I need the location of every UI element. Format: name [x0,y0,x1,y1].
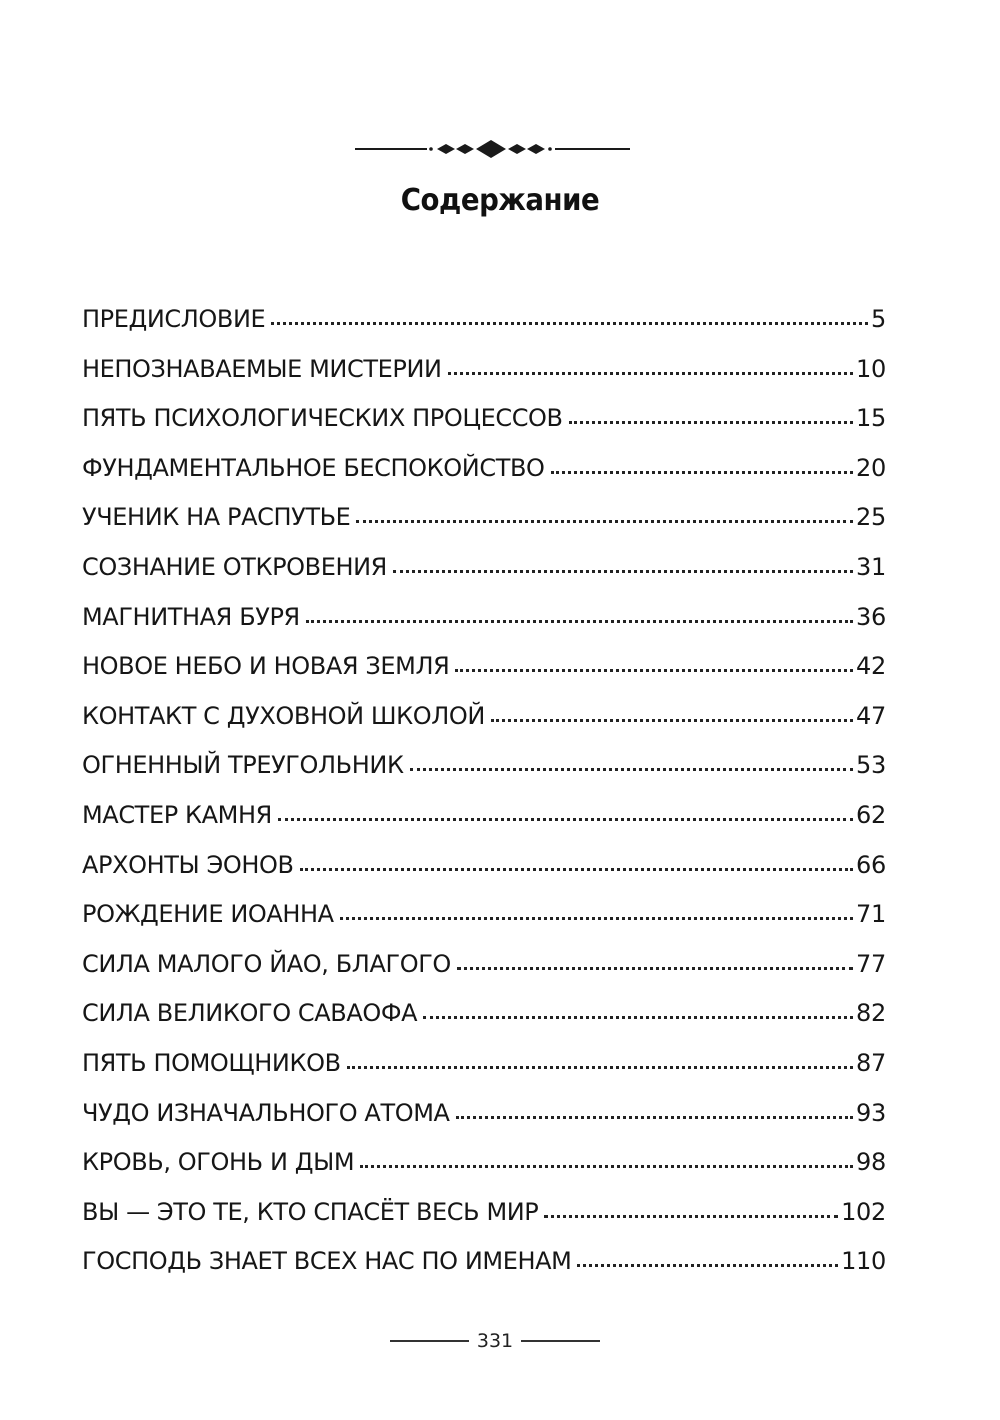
dot-leader [340,917,853,920]
toc-entry-page: 53 [856,751,886,780]
toc-entry-page: 82 [856,999,886,1028]
toc-entry[interactable] [82,1099,886,1149]
toc-entry-title: ПЯТЬ ПОМОЩНИКОВ [82,1048,341,1077]
toc-entry[interactable] [82,404,886,454]
toc-entry-page: 62 [856,800,886,829]
toc-entry-title: КОНТАКТ С ДУХОВНОЙ ШКОЛОЙ [82,701,485,730]
dot-leader [448,372,854,375]
toc-entry[interactable] [82,999,886,1049]
dot-leader [455,669,853,672]
dot-leader [393,570,853,573]
toc-entry-page: 25 [856,503,886,532]
toc-entry-title: РОЖДЕНИЕ ИОАННА [82,900,334,929]
toc-entry[interactable] [82,1247,886,1297]
toc-entry-page: 93 [856,1098,886,1127]
table-of-contents [82,305,886,1297]
toc-entry-title: НОВОЕ НЕБО И НОВАЯ ЗЕМЛЯ [82,652,450,681]
page-title: Содержание [400,183,600,218]
dot-leader [456,1116,854,1119]
toc-entry[interactable] [82,751,886,801]
title-ornament [355,138,630,160]
toc-entry[interactable] [82,305,886,355]
toc-entry-title: ВЫ — ЭТО ТЕ, КТО СПАСЁТ ВЕСЬ МИР [82,1197,539,1226]
toc-entry-title: СОЗНАНИЕ ОТКРОВЕНИЯ [82,552,387,581]
dot-leader [569,421,853,424]
dot-leader [278,818,853,821]
dot-leader [360,1165,853,1168]
toc-entry-page: 5 [871,305,886,333]
footer-rule-left [390,1340,469,1342]
toc-entry-title: ПЯТЬ ПСИХОЛОГИЧЕСКИХ ПРОЦЕССОВ [82,404,563,433]
dot-leader [457,967,853,970]
toc-entry[interactable] [82,1198,886,1248]
toc-entry[interactable] [82,652,886,702]
toc-entry-page: 31 [856,552,886,581]
page-footer [390,1328,600,1354]
toc-entry[interactable] [82,1049,886,1099]
toc-entry-title: ПРЕДИСЛОВИЕ [82,305,266,333]
toc-entry-page: 77 [856,949,886,978]
dot-leader [544,1215,838,1218]
toc-entry-page: 102 [841,1197,886,1226]
toc-entry-title: СИЛА МАЛОГО ЙАО, БЛАГОГО [82,949,451,978]
toc-entry-title: ОГНЕННЫЙ ТРЕУГОЛЬНИК [82,751,404,780]
dot-leader [300,868,853,871]
dot-leader [306,620,853,623]
toc-entry-page: 10 [856,354,886,383]
toc-entry[interactable] [82,503,886,553]
toc-entry[interactable] [82,553,886,603]
dot-leader [410,768,853,771]
toc-entry-title: СИЛА ВЕЛИКОГО САВАОФА [82,999,418,1028]
toc-entry-title: ГОСПОДЬ ЗНАЕТ ВСЕХ НАС ПО ИМЕНАМ [82,1247,572,1276]
toc-entry-page: 71 [856,900,886,929]
footer-rule-right [521,1340,600,1342]
toc-entry[interactable] [82,603,886,653]
toc-entry[interactable] [82,454,886,504]
dot-leader [356,520,853,523]
toc-entry[interactable] [82,702,886,752]
toc-entry-title: ФУНДАМЕНТАЛЬНОЕ БЕСПОКОЙСТВО [82,453,545,482]
toc-entry[interactable] [82,801,886,851]
toc-entry[interactable] [82,900,886,950]
toc-entry-page: 15 [856,404,886,433]
toc-entry-title: УЧЕНИК НА РАСПУТЬЕ [82,503,351,532]
toc-entry-title: КРОВЬ, ОГОНЬ И ДЫМ [82,1148,355,1177]
toc-entry[interactable] [82,1148,886,1198]
toc-entry-page: 36 [856,602,886,631]
toc-entry[interactable] [82,851,886,901]
toc-entry-page: 20 [856,453,886,482]
toc-entry-title: МАГНИТНАЯ БУРЯ [82,602,300,631]
toc-entry[interactable] [82,950,886,1000]
page-number: 331 [476,1330,514,1352]
toc-entry-title: МАСТЕР КАМНЯ [82,800,272,829]
dot-leader [491,719,853,722]
toc-entry-title: НЕПОЗНАВАЕМЫЕ МИСТЕРИИ [82,354,442,383]
dot-leader [271,322,868,325]
toc-entry-title: АРХОНТЫ ЭОНОВ [82,850,294,879]
dot-leader [423,1016,853,1019]
dot-leader [551,471,854,474]
dot-leader [347,1066,853,1069]
toc-entry-page: 87 [856,1048,886,1077]
toc-entry-page: 110 [841,1247,886,1276]
toc-entry-page: 98 [856,1148,886,1177]
toc-entry[interactable] [82,355,886,405]
toc-entry-page: 42 [856,652,886,681]
toc-entry-page: 47 [856,701,886,730]
toc-entry-title: ЧУДО ИЗНАЧАЛЬНОГО АТОМА [82,1098,450,1127]
dot-leader [577,1264,838,1267]
toc-entry-page: 66 [856,850,886,879]
